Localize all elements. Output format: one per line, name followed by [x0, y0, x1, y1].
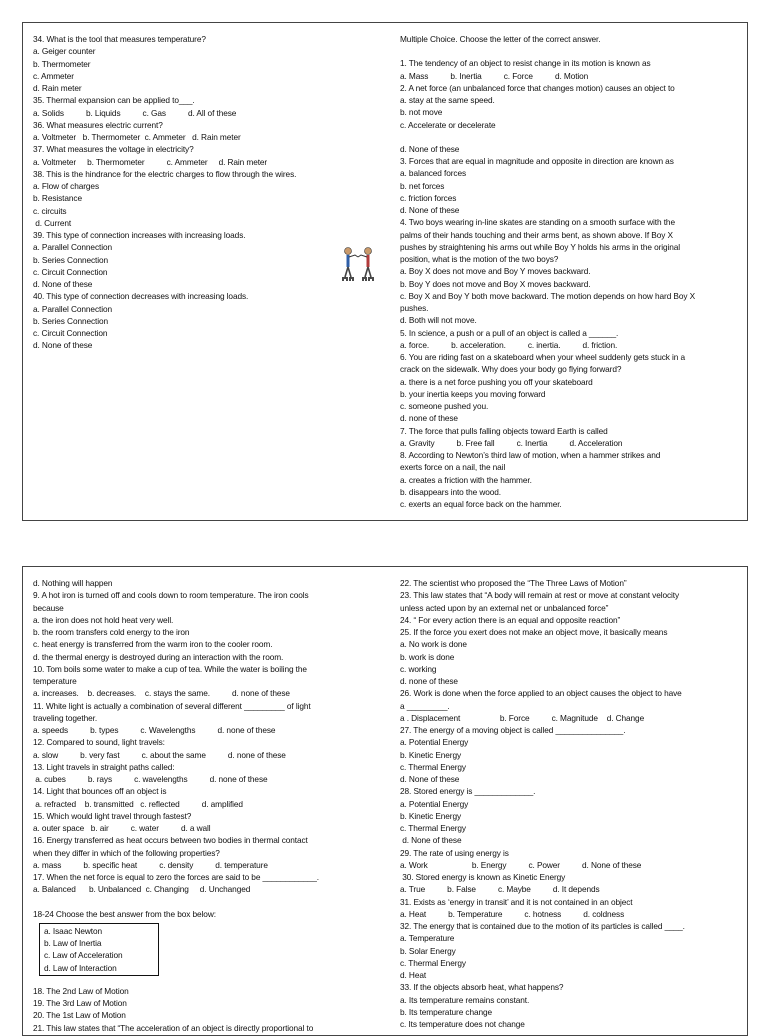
page2-right-column: [400, 577, 740, 1030]
page2-left-bottom-lines: [33, 985, 378, 1034]
text-line: d. Rain meter: [33, 83, 82, 93]
text-line: c. Circuit Connection: [33, 328, 108, 338]
text-line: a. Boy X does not move and Boy Y moves backward.: [400, 266, 591, 277]
text-line: 9. A hot iron is turned off and cools down to room temperature. The iron cools: [33, 590, 309, 601]
text-line: b. Kinetic Energy: [400, 749, 462, 760]
text-line: d. Nothing will happen: [33, 578, 113, 588]
page2-left-column: [33, 577, 378, 1034]
text-line: 15. Which would light travel through fastest?: [33, 810, 192, 821]
text-line: a. Isaac Newton: [44, 925, 102, 936]
text-line: 20. The 1st Law of Motion: [33, 1010, 126, 1021]
text-line: unless acted upon by an external net or unbalanced force”: [400, 602, 609, 613]
text-line: 29. The rate of using energy is: [400, 847, 509, 858]
text-line: b. disappears into the wood.: [400, 486, 501, 497]
text-line: 34. What is the tool that measures temperature?: [33, 34, 206, 44]
text-line: a. Work b. Energy c. Power d. None of these: [400, 859, 642, 870]
text-line: pushes.: [400, 303, 429, 313]
text-line: b. not move: [400, 107, 443, 118]
text-line: a. mass b. specific heat c. density d. temperature: [33, 859, 268, 870]
text-line: d. Current: [33, 217, 72, 228]
text-line: a. Solids b. Liquids c. Gas d. All of these: [33, 107, 237, 118]
text-line: b. work is done: [400, 651, 455, 662]
text-line: c. circuits: [33, 205, 67, 216]
text-line: a. Voltmeter b. Thermometer c. Ammeter d. Rain meter: [33, 156, 268, 167]
text-line: 6. You are riding fast on a skateboard when your wheel suddenly gets stuck in a: [400, 352, 685, 362]
text-line: b. Series Connection: [33, 315, 109, 326]
text-line: a _________.: [400, 700, 450, 711]
text-line: c. someone pushed you.: [400, 401, 489, 411]
text-line: a. Flow of charges: [33, 181, 99, 191]
text-line: a . Displacement b. Force c. Magnitude d. Change: [400, 712, 645, 723]
text-line: 2. A net force (an unbalanced force that changes motion) causes an object to: [400, 82, 675, 93]
text-line: 40. This type of connection decreases with increasing loads.: [33, 291, 249, 302]
text-line: b. Law of Inertia: [44, 938, 102, 948]
text-line: c. Thermal Energy: [400, 823, 466, 833]
text-line: 10. Tom boils some water to make a cup of tea. While the water is boiling the: [33, 663, 307, 674]
text-line: a. refracted b. transmitted c. reflected d. amplified: [33, 798, 243, 809]
text-line: 26. Work is done when the force applied to an object causes the object to have: [400, 688, 682, 699]
text-line: Multiple Choice. Choose the letter of the correct answer.: [400, 34, 601, 44]
text-line: palms of their hands touching and their arms bent, as shown above. If Boy X: [400, 229, 673, 240]
text-line: 18-24 Choose the best answer from the box below:: [33, 908, 216, 919]
text-line: 25. If the force you exert does not make an object move, it basically means: [400, 627, 668, 637]
text-line: a. creates a friction with the hammer.: [400, 474, 532, 485]
text-line: a. Its temperature remains constant.: [400, 994, 530, 1005]
text-line: a. Potential Energy: [400, 798, 469, 809]
text-line: b. Series Connection: [33, 254, 109, 265]
text-line: a. outer space b. air c. water d. a wall: [33, 823, 211, 833]
text-line: a. the iron does not hold heat very well.: [33, 614, 174, 625]
text-line: 16. Energy transferred as heat occurs between two bodies in thermal contact: [33, 835, 308, 846]
text-line: 19. The 3rd Law of Motion: [33, 998, 127, 1008]
text-line: a. Potential Energy: [400, 737, 469, 748]
text-line: b. Resistance: [33, 193, 82, 204]
two-skaters-illustration: [337, 245, 379, 283]
text-line: a. stay at the same speed.: [400, 95, 495, 105]
text-line: a. No work is done: [400, 639, 467, 650]
text-line: 23. This law states that “A body will remain at rest or move at constant velocity: [400, 590, 680, 601]
page1-left-column: [33, 33, 378, 352]
text-line: a. Parallel Connection: [33, 242, 112, 253]
text-line: d. Heat: [400, 970, 427, 980]
text-line: d. None of these: [400, 774, 460, 784]
text-line: d. Both will not move.: [400, 315, 477, 326]
text-line: [400, 131, 738, 143]
text-line: a. Balanced b. Unbalanced c. Changing d. Unchanged: [33, 884, 251, 895]
text-line: 35. Thermal expansion can be applied to___.: [33, 95, 195, 106]
text-line: traveling together.: [33, 712, 98, 723]
text-line: a. Geiger counter: [33, 46, 96, 57]
text-line: 3. Forces that are equal in magnitude and opposite in direction are known as: [400, 156, 674, 166]
text-line: 28. Stored energy is _____________.: [400, 786, 536, 797]
text-line: c. friction forces: [400, 192, 457, 203]
text-line: a. balanced forces: [400, 168, 467, 179]
text-line: 11. White light is actually a combination of several different _________ of light: [33, 700, 311, 711]
text-line: crack on the sidewalk. Why does your body go flying forward?: [400, 364, 622, 375]
text-line: 36. What measures electric current?: [33, 119, 163, 130]
text-line: a. slow b. very fast c. about the same d. none of these: [33, 749, 286, 760]
text-line: a. cubes b. rays c. wavelengths d. none of these: [33, 774, 268, 784]
text-line: 12. Compared to sound, light travels:: [33, 737, 165, 748]
text-line: 22. The scientist who proposed the “The Three Laws of Motion”: [400, 578, 627, 588]
text-line: c. Boy X and Boy Y both move backward. The motion depends on how hard Boy X: [400, 290, 696, 301]
text-line: b. the room transfers cold energy to the iron: [33, 627, 190, 637]
text-line: pushes by straightening his arms out while Boy Y holds his arms in the original: [400, 241, 681, 252]
text-line: c. exerts an equal force back on the hammer.: [400, 499, 562, 509]
text-line: c. Ammeter: [33, 70, 74, 81]
text-line: b. Solar Energy: [400, 945, 456, 956]
text-line: a. speeds b. types c. Wavelengths d. none of these: [33, 725, 276, 735]
text-line: 18. The 2nd Law of Motion: [33, 985, 129, 996]
text-line: a. Temperature: [400, 933, 455, 944]
worksheet-page-2: [22, 566, 748, 1036]
text-line: c. working: [400, 663, 437, 674]
text-line: b. Kinetic Energy: [400, 810, 462, 821]
text-line: 14. Light that bounces off an object is: [33, 786, 167, 797]
text-line: position, what is the motion of the two boys?: [400, 254, 559, 264]
text-line: a. Mass b. Inertia c. Force d. Motion: [400, 70, 589, 81]
text-line: 17. When the net force is equal to zero the forces are said to be ____________.: [33, 872, 319, 882]
text-line: a. True b. False c. Maybe d. It depends: [400, 884, 600, 895]
text-line: when they differ in which of the following properties?: [33, 847, 220, 858]
text-line: a. Voltmeter b. Thermometer c. Ammeter d. Rain meter: [33, 132, 241, 142]
text-line: 31. Exists as ‘energy in transit’ and it is not contained in an object: [400, 896, 633, 907]
text-line: a. Parallel Connection: [33, 303, 112, 314]
text-line: b. Boy Y does not move and Boy X moves backward.: [400, 278, 591, 289]
text-line: b. Its temperature change: [400, 1006, 493, 1017]
text-line: [400, 45, 738, 57]
text-line: 30. Stored energy is known as Kinetic Energy: [400, 872, 566, 882]
text-line: a. there is a net force pushing you off your skateboard: [400, 376, 593, 387]
text-line: 27. The energy of a moving object is called _______________.: [400, 725, 626, 735]
text-line: exerts force on a nail, the nail: [400, 462, 506, 473]
text-line: c. Accelerate or decelerate: [400, 119, 496, 130]
text-line: d. none of these: [400, 676, 458, 686]
worksheet-page-1: [22, 22, 748, 521]
text-line: a. force. b. acceleration. c. inertia. d. friction.: [400, 339, 618, 350]
text-line: c. Circuit Connection: [33, 266, 108, 277]
text-line: 39. This type of connection increases with increasing loads.: [33, 230, 246, 240]
text-line: 8. According to Newton’s third law of motion, when a hammer strikes and: [400, 450, 661, 460]
text-line: a. Heat b. Temperature c. hotness d. coldness: [400, 908, 625, 919]
text-line: c. Thermal Energy: [400, 957, 466, 968]
text-line: a. increases. b. decreases. c. stays the same. d. none of these: [33, 688, 290, 699]
text-line: c. Law of Acceleration: [44, 950, 123, 961]
text-line: d. none of these: [400, 413, 458, 424]
text-line: b. net forces: [400, 180, 445, 191]
text-line: d. None of these: [400, 143, 460, 154]
text-line: d. None of these: [400, 835, 462, 846]
text-line: 21. This law states that “The acceleration of an object is directly proportional to: [33, 1022, 314, 1033]
text-line: 38. This is the hindrance for the electric charges to flow through the wires.: [33, 168, 297, 179]
text-line: c. heat energy is transferred from the warm iron to the cooler room.: [33, 639, 273, 650]
text-line: b. Thermometer: [33, 58, 91, 69]
text-line: 37. What measures the voltage in electricity?: [33, 144, 194, 155]
text-line: c. Thermal Energy: [400, 761, 466, 772]
text-line: d. the thermal energy is destroyed during an interaction with the room.: [33, 651, 284, 662]
text-line: 33. If the objects absorb heat, what happens?: [400, 982, 564, 993]
text-line: d. None of these: [33, 340, 93, 351]
text-line: 4. Two boys wearing in-line skates are standing on a smooth surface with the: [400, 217, 675, 228]
text-line: 7. The force that pulls falling objects toward Earth is called: [400, 425, 608, 436]
text-line: 24. “ For every action there is an equal and opposite reaction”: [400, 614, 621, 625]
text-line: 1. The tendency of an object to resist change in its motion is known as: [400, 58, 651, 69]
text-line: [33, 896, 378, 908]
text-line: b. your inertia keeps you moving forward: [400, 388, 546, 399]
text-line: 13. Light travels in straight paths called:: [33, 761, 175, 772]
page1-right-column: [400, 33, 738, 510]
text-line: d. None of these: [400, 205, 460, 215]
text-line: d. None of these: [33, 279, 93, 289]
text-line: c. Its temperature does not change: [400, 1019, 525, 1029]
text-line: d. Law of Interaction: [44, 962, 117, 973]
text-line: because: [33, 602, 64, 613]
answer-choices-box: [39, 923, 159, 976]
text-line: temperature: [33, 676, 77, 686]
page2-left-top-lines: [33, 577, 378, 920]
text-line: 5. In science, a push or a pull of an object is called a ______.: [400, 327, 619, 338]
text-line: 32. The energy that is contained due to the motion of its particles is called ____.: [400, 921, 685, 931]
text-line: a. Gravity b. Free fall c. Inertia d. Acceleration: [400, 437, 623, 448]
